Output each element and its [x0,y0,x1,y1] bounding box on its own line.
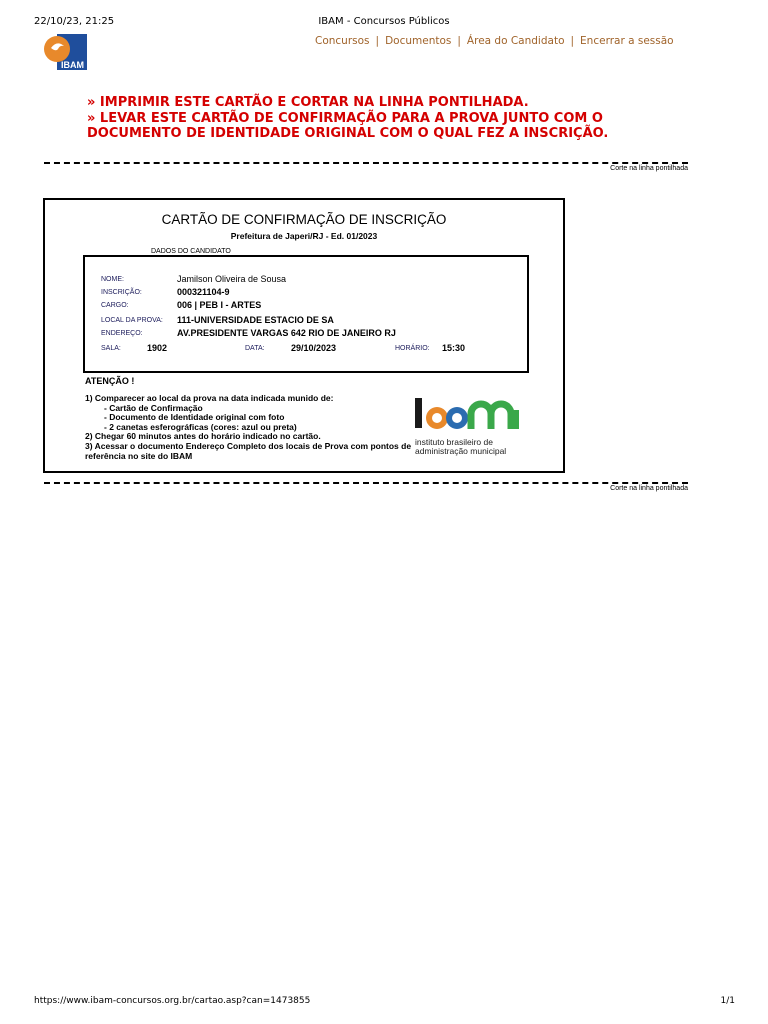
cut-line-top [44,162,688,164]
horario-label: HORÁRIO: [395,345,430,352]
local-value: 111-UNIVERSIDADE ESTACIO DE SA [177,315,334,325]
nav-area-candidato[interactable]: Área do Candidato [466,35,565,47]
warning-line: DOCUMENTO DE IDENTIDADE ORIGINAL COM O QUAL FEZ A INSCRIÇÃO. [87,126,609,141]
top-nav [315,35,674,47]
endereco-label: ENDEREÇO: [101,330,143,337]
cut-label-top: Corte na linha pontilhada [610,165,688,172]
print-instructions [87,95,608,142]
print-page-count: 1/1 [720,996,735,1006]
ibam-institutional-logo [413,396,531,458]
data-label: DATA: [245,345,265,352]
attention-item: - Documento de Identidade original com foto [104,412,285,423]
cargo-label: CARGO: [101,302,129,309]
sala-label: SALA: [101,345,121,352]
horario-value: 15:30 [442,343,466,353]
attention-item: 2) Chegar 60 minutos antes do horário indicado no cartão. [85,431,321,442]
warning-line: » LEVAR ESTE CARTÃO DE CONFIRMAÇÃO PARA A PROVA JUNTO COM O [87,110,603,126]
print-datetime: 22/10/23, 21:25 [34,16,115,27]
attention-list [85,394,415,461]
print-page-title: IBAM - Concursos Públicos [318,16,450,27]
ibam-logo[interactable] [43,34,87,70]
cargo-value: 006 | PEB I - ARTES [177,300,262,310]
candidate-data-legend: DADOS DO CANDIDATO [145,248,237,255]
sala-value: 1902 [147,343,168,353]
cut-label-bottom: Corte na linha pontilhada [610,485,688,492]
nome-value: Jamilson Oliveira de Sousa [177,274,287,284]
nav-separator: | [570,35,575,47]
local-label: LOCAL DA PROVA: [101,317,163,324]
inscricao-value: 000321104-9 [177,287,230,297]
nome-label: NOME: [101,276,124,283]
nav-concursos[interactable]: Concursos [315,35,370,47]
data-value: 29/10/2023 [291,343,337,353]
confirmation-card [43,198,565,473]
nav-separator: | [375,35,380,47]
nav-documentos[interactable]: Documentos [385,35,452,47]
ibam-logo-text-1: instituto brasileiro de [415,437,493,447]
attention-title: ATENÇÃO ! [85,376,135,386]
attention-item: 1) Comparecer ao local da prova na data indicada munido de: [85,393,334,403]
candidate-data-box [83,255,529,373]
nav-encerrar-sessao[interactable]: Encerrar a sessão [580,35,674,47]
svg-text:IBAM: IBAM [61,60,84,70]
print-url: https://www.ibam-concursos.org.br/cartao.asp?can=1473855 [34,996,311,1006]
warning-line: » IMPRIMIR ESTE CARTÃO E CORTAR NA LINHA PONTILHADA. [87,95,529,110]
attention-item: 3) Acessar o documento Endereço Completo dos locais de Prova com pontos de referência no site do IBAM [85,440,412,461]
ibam-logo-text-2: administração municipal [415,446,507,456]
cut-line-bottom [44,482,688,484]
nav-separator: | [457,35,461,47]
attention-item: - 2 canetas esferográficas (cores: azul ou preta) [104,421,297,432]
card-title: CARTÃO DE CONFIRMAÇÃO DE INSCRIÇÃO [161,212,447,227]
inscricao-label: INSCRIÇÃO: [101,289,142,296]
endereco-value: AV.PRESIDENTE VARGAS 642 RIO DE JANEIRO RJ [177,328,396,338]
card-subtitle: Prefeitura de Japeri/RJ - Ed. 01/2023 [230,231,378,241]
attention-item: - Cartão de Confirmação [104,402,203,413]
